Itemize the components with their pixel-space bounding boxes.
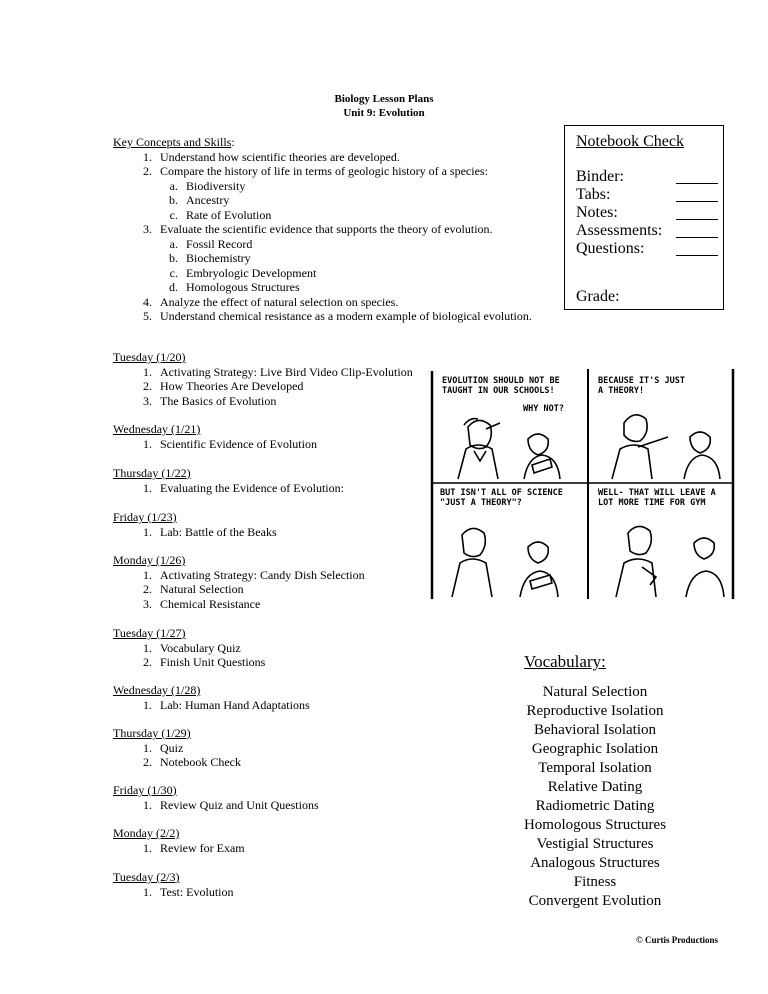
- concept-subitem: d. Homologous Structures: [181, 280, 553, 295]
- day-item: 1. Test: Evolution: [155, 885, 234, 900]
- day-heading: Tuesday (2/3): [113, 870, 180, 884]
- notebook-row-binder: Binder:: [576, 168, 718, 186]
- concept-subitem: b. Ancestry: [181, 193, 553, 208]
- schedule-day: [113, 626, 265, 670]
- schedule-day: [113, 350, 413, 408]
- notebook-row-questions: Questions:: [576, 240, 718, 258]
- schedule-day: [113, 510, 277, 539]
- comic-panel-3-text: BUT ISN'T ALL OF SCIENCE "JUST A THEORY"?: [440, 488, 563, 508]
- key-concepts-list: [113, 150, 553, 324]
- comic-panel-4-text: WELL- THAT WILL LEAVE A LOT MORE TIME FOR GYM: [598, 488, 716, 508]
- day-heading: Tuesday (1/20): [113, 350, 186, 364]
- concept-item: 1. Understand how scientific theories are developed.: [155, 150, 553, 165]
- notebook-check-title: Notebook Check: [576, 133, 684, 150]
- schedule-day: [113, 466, 344, 495]
- day-item: 2. Finish Unit Questions: [155, 655, 265, 670]
- evolution-comic: [428, 367, 736, 601]
- schedule-day: [113, 826, 245, 855]
- vocab-term: Geographic Isolation: [531, 741, 659, 757]
- notebook-check-box: [564, 125, 724, 310]
- key-concepts-section: [113, 135, 553, 324]
- concept-item: 5. Understand chemical resistance as a modern example of biological evolution.: [155, 309, 553, 324]
- concept-subitem: b. Biochemistry: [181, 251, 553, 266]
- copyright: © Curtis Productions: [636, 935, 719, 945]
- notebook-row-notes: Notes:: [576, 204, 718, 222]
- day-heading: Tuesday (1/27): [113, 626, 186, 640]
- vocab-term: Reproductive Isolation: [526, 703, 664, 719]
- concept-subitem: c. Rate of Evolution: [181, 208, 553, 223]
- day-heading: Monday (2/2): [113, 826, 180, 840]
- vocabulary-list: [500, 683, 690, 911]
- day-heading: Monday (1/26): [113, 553, 186, 567]
- comic-strip-image: [428, 367, 736, 601]
- schedule-day: [113, 683, 310, 712]
- blank-line: [676, 201, 718, 202]
- day-heading: Wednesday (1/28): [113, 683, 201, 697]
- notebook-row-assessments: Assessments:: [576, 222, 718, 240]
- vocab-term: Temporal Isolation: [538, 760, 652, 776]
- notebook-row-tabs: Tabs:: [576, 186, 718, 204]
- day-item: 1. Scientific Evidence of Evolution: [155, 437, 317, 452]
- day-item: 1. Lab: Human Hand Adaptations: [155, 698, 310, 713]
- vocabulary-title: Vocabulary:: [524, 652, 606, 671]
- schedule-day: [113, 553, 365, 611]
- page-subtitle: Unit 9: Evolution: [343, 107, 425, 119]
- day-item: 2. Notebook Check: [155, 755, 241, 770]
- concept-subitem: a. Fossil Record: [181, 237, 553, 252]
- day-item: 1. Quiz: [155, 741, 241, 756]
- schedule-day: [113, 422, 317, 451]
- day-item: 1. Lab: Battle of the Beaks: [155, 525, 277, 540]
- day-heading: Thursday (1/29): [113, 726, 191, 740]
- day-item: 1. Activating Strategy: Live Bird Video Clip-Evolution: [155, 365, 413, 380]
- day-item: 2. How Theories Are Developed: [155, 379, 413, 394]
- concept-subitem: a. Biodiversity: [181, 179, 553, 194]
- day-heading: Wednesday (1/21): [113, 422, 201, 436]
- schedule-day: [113, 870, 234, 899]
- vocab-term: Fitness: [573, 874, 617, 890]
- day-item: 2. Natural Selection: [155, 582, 365, 597]
- day-item: 1. Evaluating the Evidence of Evolution:: [155, 481, 344, 496]
- concept-item: 4. Analyze the effect of natural selection on species.: [155, 295, 553, 310]
- blank-line: [676, 183, 718, 184]
- day-heading: Thursday (1/22): [113, 466, 191, 480]
- concept-item: 3. Evaluate the scientific evidence that supports the theory of evolution. a. Fossil Record b. Biochemistry c. Embryologic Development d. Homologous Structures: [155, 222, 553, 295]
- notebook-grade-label: Grade:: [576, 288, 620, 305]
- vocab-term: Behavioral Isolation: [533, 722, 657, 738]
- vocab-term: Convergent Evolution: [528, 893, 662, 909]
- vocab-term: Homologous Structures: [523, 817, 667, 833]
- concept-item: 2. Compare the history of life in terms of geologic history of a species: a. Biodiversity b. Ancestry c. Rate of Evolution: [155, 164, 553, 222]
- day-item: 1. Review for Exam: [155, 841, 245, 856]
- vocab-term: Analogous Structures: [530, 855, 660, 871]
- schedule-day: [113, 783, 319, 812]
- day-item: 1. Vocabulary Quiz: [155, 641, 265, 656]
- day-item: 3. The Basics of Evolution: [155, 394, 413, 409]
- blank-line: [676, 255, 718, 256]
- day-item: 3. Chemical Resistance: [155, 597, 365, 612]
- day-heading: Friday (1/30): [113, 783, 177, 797]
- vocab-term: Radiometric Dating: [535, 798, 655, 814]
- comic-panel-2-text: BECAUSE IT'S JUST A THEORY!: [598, 376, 685, 396]
- comic-panel-1-text: EVOLUTION SHOULD NOT BE TAUGHT IN OUR SCHOOLS!: [442, 376, 560, 396]
- day-heading: Friday (1/23): [113, 510, 177, 524]
- page-title: Biology Lesson Plans: [334, 93, 434, 105]
- vocab-term: Vestigial Structures: [536, 836, 654, 852]
- key-concepts-heading: Key Concepts and Skills:: [113, 135, 235, 149]
- vocab-term: Relative Dating: [547, 779, 643, 795]
- blank-line: [676, 237, 718, 238]
- day-item: 1. Activating Strategy: Candy Dish Selection: [155, 568, 365, 583]
- concept-subitem: c. Embryologic Development: [181, 266, 553, 281]
- vocab-term: Natural Selection: [542, 684, 648, 700]
- schedule-day: [113, 726, 241, 770]
- day-item: 1. Review Quiz and Unit Questions: [155, 798, 319, 813]
- comic-panel-1-reply: WHY NOT?: [523, 404, 564, 414]
- blank-line: [676, 219, 718, 220]
